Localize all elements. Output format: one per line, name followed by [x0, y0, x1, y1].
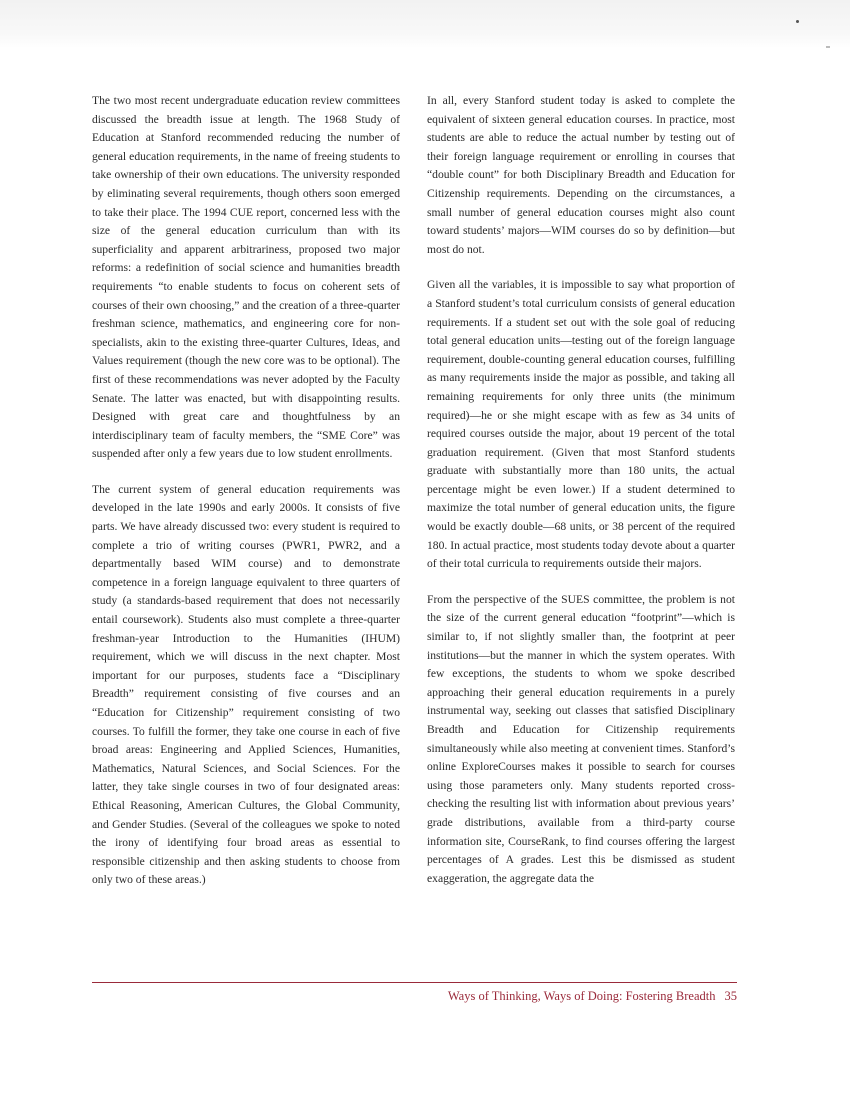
left-column [92, 92, 400, 907]
page-number: 35 [724, 989, 737, 1003]
paragraph: The current system of general education requirements was developed in the late 1990s and early 2000s. It consists of five parts. We have already discussed two: every student is required to complete a trio of writing courses (PWR1, PWR2, and a departmentally based WIM course) and to demonstrate competence in a foreign language equivalent to three quarters of study (a standards-based requirement that does not necessarily entail coursework). Students also must complete a three-quarter freshman-year Introduction to the Humanities (IHUM) requirement, which we will discuss in the next chapter. Most important for our purposes, students face a “Disciplinary Breadth” requirement consisting of five courses and an “Education for Citizenship” requirement consisting of two courses. To fulfill the former, they take one course in each of five broad areas: Engineering and Applied Sciences, Humanities, Mathematics, Natural Sciences, and Social Sciences. For the latter, they take single courses in two of four designated areas: Ethical Reasoning, American Cultures, the Global Community, and Gender Studies. (Several of the colleagues we spoke to noted the irony of identifying four broad areas as essential to responsible citizenship and then asking students to choose from only two of these areas.) [92, 482, 400, 887]
paragraph: The two most recent undergraduate education review committees discussed the breadth issue at length. The 1968 Study of Education at Stanford recommended reducing the number of general education requirements, in the name of freeing students to take ownership of their own educations. The university responded by eliminating several requirements, though others soon emerged to take their place. The 1994 CUE report, concerned less with the size of the general education curriculum than with its superficiality and apparent arbitrariness, proposed two major reforms: a redefinition of social science and humanities breadth requirements “to enable students to focus on coherent sets of courses of their own choosing,” and the creation of a three-quarter freshman science, mathematics, and engineering core for non-specialists, akin to the existing three-quarter Cultures, Ideas, and Values requirement (though the new core was to be optional). The first of these recommendations was never adopted by the Faculty Senate. The latter was enacted, but with disappointing results. Designed with great care and thoughtfulness by an interdisciplinary team of faculty members, the “SME Core” was suspended after only a few years due to low student enrollments. [92, 94, 400, 461]
paragraph: From the perspective of the SUES committee, the problem is not the size of the current general education “footprint”—which is similar to, if not slightly smaller than, the footprint at peer institutions—but the manner in which the system operates. With few exceptions, the students to whom we spoke described approaching their general education requirements in a purely instrumental way, seeking out classes that satisfied Disciplinary Breadth and Education for Citizenship requirements simultaneously while also meeting at convenient times. Stanford’s online ExploreCourses makes it possible to search for courses using those parameters only. Many students reported cross-checking the resulting list with information about previous years’ grade distributions, available from a third-party course information site, CourseRank, to find courses offering the largest percentages of A grades. Lest this be dismissed as student exaggeration, the aggregate data the [427, 592, 735, 885]
page-footer [448, 989, 737, 1004]
scan-shadow [0, 0, 850, 48]
paragraph: Given all the variables, it is impossible to say what proportion of a Stanford student’s total curriculum consists of general education requirements. If a student set out with the sole goal of reducing total general education units—testing out of the foreign language requirement, double-counting general education courses, fulfilling as many requirements inside the major as possible, and taking all remaining requirements for only three units (the minimum required)—he or she might escape with as few as 34 units of required courses outside the major, about 19 percent of the total graduation requirement. (Given that most Stanford students graduate with substantially more than 180 units, the actual percentage might be even lower.) If a student determined to maximize the total number of general education units, the figure would be exactly double—68 units, or 38 percent of the required 180. In actual practice, most students today devote about a quarter of their total curricula to requirements outside their majors. [427, 278, 735, 571]
paragraph: In all, every Stanford student today is asked to complete the equivalent of sixteen general education courses. In practice, most students are able to reduce the actual number by testing out of their foreign language requirement or enrolling in courses that “double count” for both Disciplinary Breadth and Education for Citizenship requirements. Depending on the circumstances, a small number of general education courses might also count toward students’ majors—WIM courses do so by definition—but most do not. [427, 94, 735, 256]
scan-speck [796, 20, 799, 23]
scan-speck [826, 46, 830, 48]
right-column [427, 92, 735, 905]
footer-rule [92, 982, 737, 983]
running-title: Ways of Thinking, Ways of Doing: Fostering Breadth [447, 989, 716, 1003]
